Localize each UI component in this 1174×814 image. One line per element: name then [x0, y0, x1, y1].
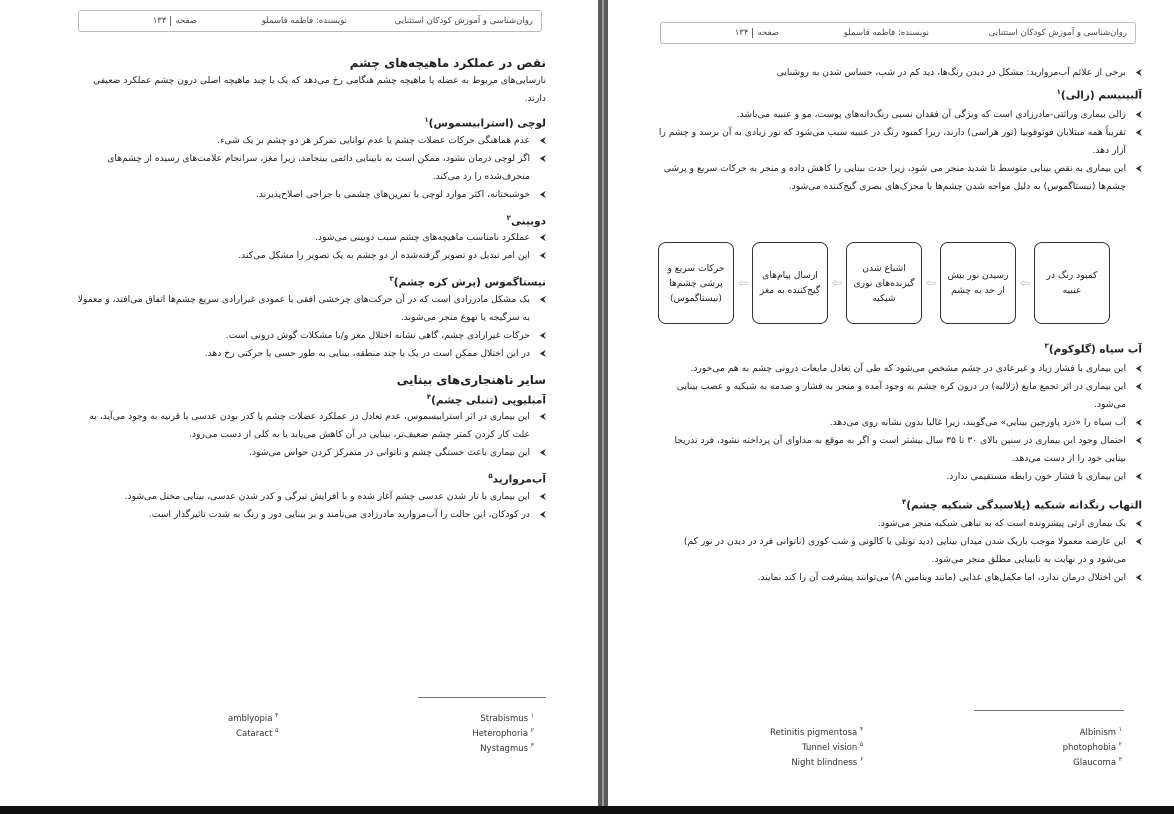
flow-arrow-icon: ⇦ [831, 276, 843, 290]
flow-step: کمبود رنگ در عنبیه [1034, 242, 1110, 324]
document-page-right [608, 0, 1174, 806]
flow-step: ارسال پیام‌های گیج‌کننده به مغز [752, 242, 828, 324]
header-page-number: ۱۳۳ [153, 16, 172, 26]
footnote-column [770, 724, 863, 768]
list-item: ⮜ در این اختلال ممکن است در یک یا چند منطقه، بینایی به طور حسی یا حرکتی رخ دهد. [204, 347, 546, 359]
list-item: ⮜ یک بیماری ارثی پیشرونده است که به تباهی شبکیه منجر می‌شود. [877, 518, 1142, 529]
list-item: ⮜ احتمال وجود این بیماری در سنین بالای ۳۰ تا ۳۵ سال بیشتر است و اگر به موقع به مداوای آن پرداخته نشود، فرد تدریجا بینایی خود را از دست می‌دهد. [674, 434, 1142, 464]
footnote: Nystagmus $^۳$ [480, 741, 534, 754]
footnote: amblyopia $^۴$ [228, 712, 279, 724]
bullet-list [658, 515, 1142, 587]
list-item: ⮜ این اختلال درمان ندارد، اما مکمل‌های غذایی (مانند ویتامین A) می‌توانند پیشرفت آن را کند نمایند. [757, 572, 1142, 583]
subsection-title: آمبلیوپی (تنبلی چشم)$^۴$ [426, 392, 546, 406]
header-page [87, 16, 197, 26]
flow-step: حرکات سریع و پرشی چشم‌ها (نیستاگموس) [658, 242, 734, 324]
header-author: نویسنده: فاطمه قاسملو [843, 28, 929, 38]
header-page-label: صفحه [175, 16, 197, 26]
footnote: Heterophoria $^۲$ [472, 726, 534, 739]
subsection-title: دوبینی$^۲$ [506, 213, 546, 227]
footnote-column [1063, 724, 1122, 768]
header-book-title: روان‌شناسی و آموزش کودکان استثنایی [988, 28, 1127, 38]
bullet-list [658, 106, 1142, 196]
bullet-list [658, 64, 1142, 82]
footnote: Tunnel vision $^۵$ [802, 740, 864, 753]
bullet-list [76, 488, 546, 524]
footnote: Night blindness $^۶$ [791, 755, 864, 768]
list-item: ⮜ این بیماری باعث خستگی چشم و ناتوانی در متمرکز کردن حواس می‌شود. [249, 447, 546, 458]
footnote: Retinitis pigmentosa $^۴$ [770, 726, 864, 738]
list-item: ⮜ برخی از علائم آب‌مروارید: مشکل در دیدن رنگ‌ها، دید کم در شب، حساس شدن به روشنایی [776, 67, 1142, 78]
subsection-title: لوچی (استرابیسموس)$^۱$ [424, 116, 546, 130]
page-header [660, 22, 1136, 44]
section-title: نقص در عملکرد ماهیچه‌های چشم [349, 56, 546, 70]
footnote-divider [974, 710, 1124, 711]
footnote: photophobia $^۲$ [1062, 740, 1122, 753]
header-book-title: روان‌شناسی و آموزش کودکان استثنایی [394, 16, 533, 26]
footnotes [770, 724, 1122, 768]
list-item: ⮜ عملکرد نامناسب ماهیچه‌های چشم سبب دوبینی می‌شود. [315, 232, 546, 243]
list-item: ⮜ اگر لوچی درمان نشود، ممکن است به نابینایی دائمی بینجامد، زیرا مغز، سرانجام علامت‌های رسیده از چشم‌های منحرف‌شده را رد می‌کند. [107, 152, 546, 182]
page-content [658, 336, 1142, 587]
footnote: Glaucoma $^۳$ [1073, 755, 1122, 768]
footnote: Albinism $^۱$ [1079, 726, 1122, 738]
list-item: ⮜ این بیماری با تار شدن عدسی چشم آغاز شده و با افزایش تیرگی و کدر شدن عدسی، بینایی مختل می‌شود. [124, 490, 546, 502]
intro-paragraph: نارسایی‌های مربوط به عضله یا ماهیچه چشم هنگامی رخ می‌دهد که یک یا چند ماهیچه اصلی درون چشم عملکرد ضعیفی دارند. [93, 75, 546, 104]
bullet-list [658, 360, 1142, 486]
header-page-number: ۱۳۴ [735, 28, 754, 38]
list-item: ⮜ این امر تبدیل دو تصویر گرفته‌شده از دو چشم به یک تصویر را مشکل می‌کند. [238, 250, 546, 261]
flow-step: رسیدن نور بیش از حد به چشم [940, 242, 1016, 324]
subsection-title: نیستاگموس (پرش کره چشم)$^۳$ [389, 275, 546, 289]
page-gutter [598, 0, 608, 814]
list-item: ⮜ این بیماری با فشار خون رابطه مستقیمی ندارد. [946, 470, 1142, 482]
list-item: ⮜ این بیماری در اثر استرابیسموس، عدم تعادل در عملکرد عضلات چشم یا کدر بودن عدسی یا قرنیه به وجود می‌آید، به علت کار کردن کمتر چشم ضعیف‌تر، بینایی در آن کاهش می‌یابد یا به کلی از دست می‌رود. [89, 411, 546, 440]
list-item: ⮜ این بیماری در اثر تجمع مایع (زلالیه) در درون کره چشم به وجود آمده و منجر به فشار و صدمه به شبکیه و عصب بینایی می‌شود. [676, 380, 1142, 410]
subsection-title: آلبینیسم (زالی)$^۱$ [1056, 88, 1142, 102]
subsection-title: آب‌مروارید$^۵$ [488, 472, 546, 486]
header-author: نویسنده: فاطمه قاسملو [261, 16, 347, 26]
header-page [669, 28, 779, 38]
footnote-column [472, 710, 534, 754]
list-item: ⮜ زالی بیماری وراثتی-مادرزادی است که ویژگی آن فقدان نسبی رنگ‌دانه‌های پوست، مو و عنبیه می‌باشد. [736, 108, 1142, 120]
flow-arrow-icon: ⇦ [925, 276, 937, 290]
page-header [78, 10, 542, 32]
page-content [76, 54, 546, 524]
list-item: ⮜ این بیماری با فشار زیاد و غیرعادی در چشم مشخص می‌شود که طی آن تعادل مایعات درونی چشم به هم می‌خورد. [690, 362, 1142, 374]
list-item: ⮜ حرکات غیرارادی چشم، گاهی نشانه اختلال مغز و/یا مشکلات گوش درونی است. [225, 329, 546, 341]
bullet-list [76, 408, 546, 462]
footnote: Strabismus $^۱$ [480, 712, 534, 724]
subsection-title: آب سیاه (گلوکوم)$^۳$ [1044, 342, 1142, 356]
page-content [658, 64, 1142, 196]
bullet-list [76, 132, 546, 204]
header-page-label: صفحه [757, 28, 779, 38]
viewer-bottom-bar [0, 806, 1174, 814]
flow-arrow-icon: ⇦ [1019, 276, 1031, 290]
bullet-list [76, 229, 546, 265]
footnotes [228, 710, 534, 754]
process-flow-diagram [658, 242, 1110, 324]
bullet-list [76, 291, 546, 363]
section-title: سایر ناهنجاری‌های بینایی [396, 372, 546, 387]
list-item: ⮜ خوشبختانه، اکثر موارد لوچی با تمرین‌های چشمی یا جراحی اصلاح‌پذیرند. [255, 188, 546, 200]
list-item: ⮜ تقریباً همه مبتلایان فوتوفوبیا (نور هراسی) دارند، زیرا کمبود رنگ در عنبیه سبب می‌شود که نور زیادی به آن برسد و چشم را آزار دهد. [658, 126, 1142, 156]
list-item: ⮜ این عارضه معمولا موجب باریک شدن میدان بینایی (دید تونلی یا کالونی و شب کوری (ناتوانی فرد در دیدن در نور کم) می‌شود و در نهایت به نابینایی مطلق منجر می‌شود. [683, 536, 1142, 565]
footnote: Cataract $^۵$ [236, 726, 279, 739]
list-item: ⮜ در کودکان، این حالت را آب‌مروارید مادرزادی می‌نامند و بر بینایی دور و رنگ به شدت تاثیرگذار است. [148, 508, 546, 520]
list-item: ⮜ آب سیاه را «دزد پاورچین بینایی» می‌گویند، زیرا غالبا بدون نشانه روی می‌دهد. [829, 416, 1142, 428]
footnote-column [228, 710, 278, 754]
list-item: ⮜ این بیماری به نقص بینایی متوسط تا شدید منجر می شود، زیرا حدت بینایی را کاهش داده و منجر به حرکات سریع و پرشی چشم‌ها (نیستاگموس) به دلیل مواجه شدن چشم‌ها با محرک‌های بصری گیج‌کننده می‌شود. [663, 162, 1142, 192]
list-item: ⮜ عدم هماهنگی حرکات عضلات چشم یا عدم توانایی تمرکز هر دو چشم بر یک شیء. [217, 134, 546, 146]
flow-step: اشباع شدن گیرنده‌های نوری شبکیه [846, 242, 922, 324]
list-item: ⮜ یک مشکل مادرزادی است که در آن حرکت‌های چرخشی افقی یا عمودی غیرارادی سریع چشم‌ها اتفاق می‌افتد، و معمولا به سرگیجه یا تهوع منجر می‌شوند. [77, 293, 546, 323]
flow-arrow-icon: ⇦ [737, 276, 749, 290]
subsection-title: التهاب رنگدانه شبکیه (پلاسیدگی شبکیه چشم)$^۴$ [901, 497, 1142, 511]
footnote-divider [418, 697, 546, 698]
